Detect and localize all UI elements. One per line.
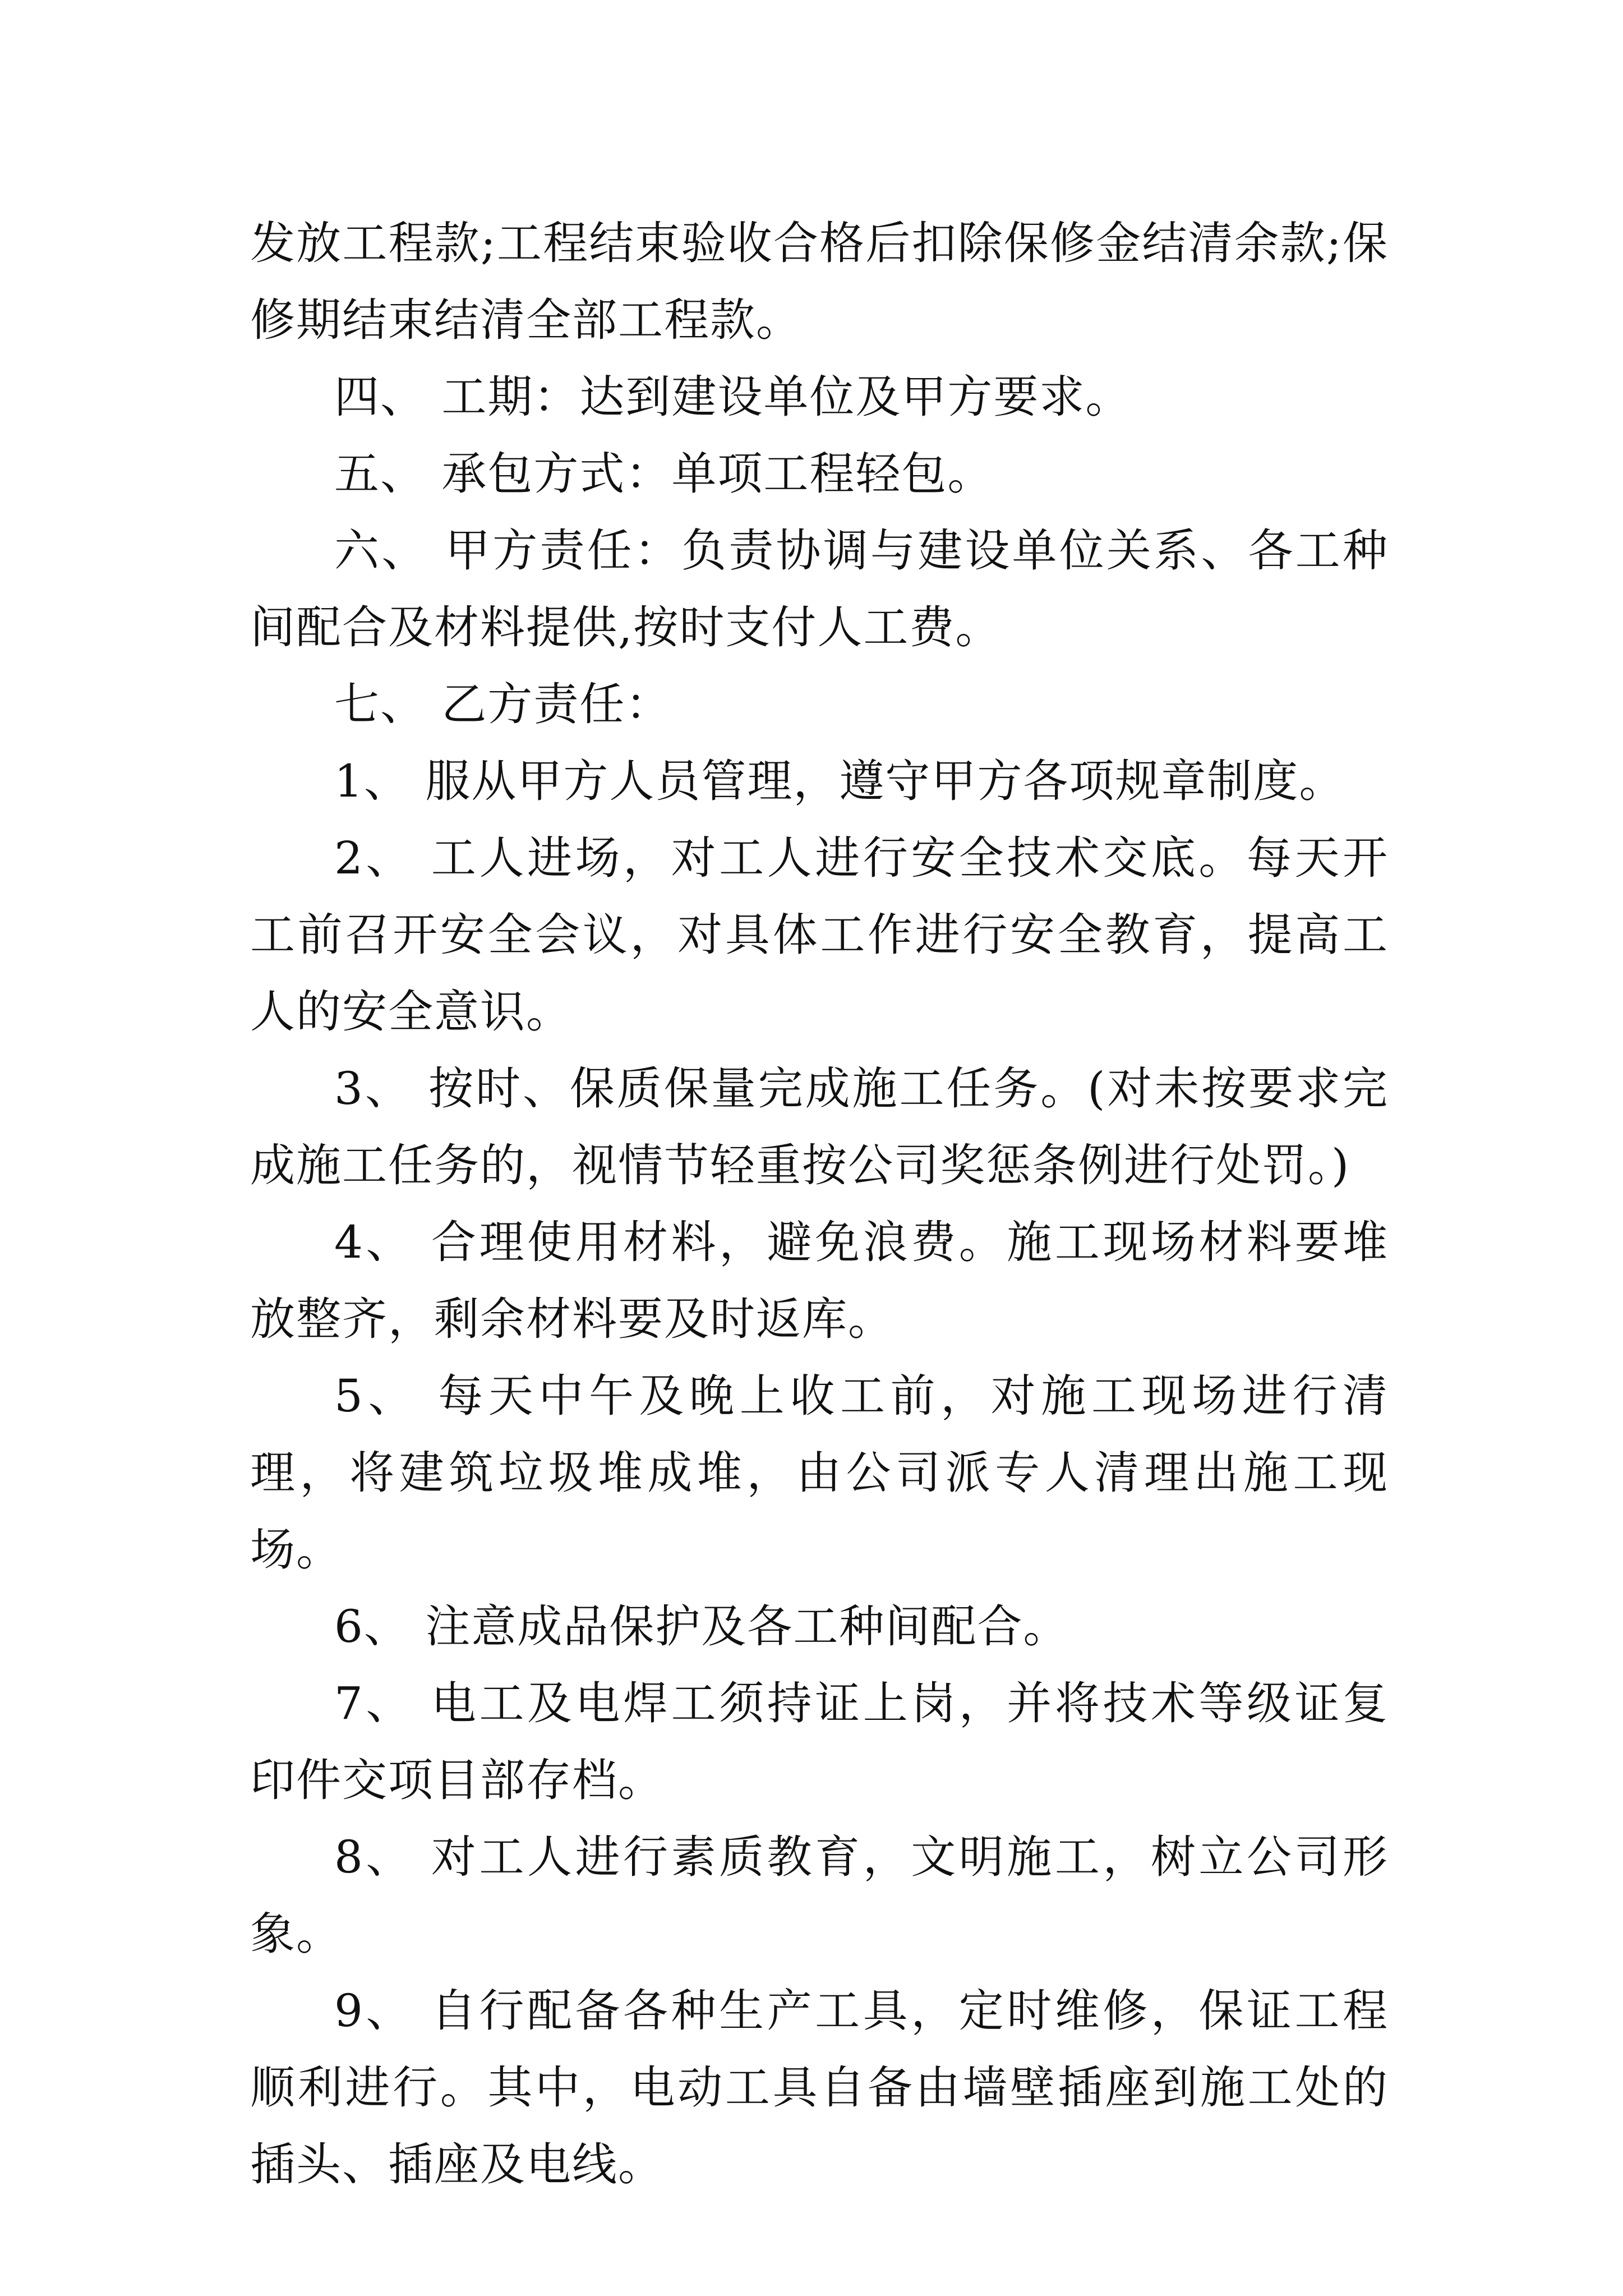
paragraph-payment-terms: 发放工程款;工程结束验收合格后扣除保修金结清余款;保修期结束结清全部工程款。 [250, 217, 1389, 346]
paragraph-section-7-party-b-duties: 七、 乙方责任： [334, 678, 672, 730]
list-item-4: 4、 合理使用材料，避免浪费。施工现场材料要堆放整齐，剩余材料要及时返库。 [250, 1216, 1389, 1345]
list-item-9: 9、 自行配备各种生产工具，定时维修，保证工程顺利进行。其中，电动工具自备由墙壁插座到施工处的插头、插座及电线。 [250, 1985, 1389, 2191]
list-item-5: 5、 每天中午及晚上收工前，对施工现场进行清理，将建筑垃圾堆成堆，由公司派专人清理出施工现场。 [250, 1370, 1389, 1576]
list-item-2: 2、 工人进场，对工人进行安全技术交底。每天开工前召开安全会议，对具体工作进行安全教育，提高工人的安全意识。 [250, 832, 1389, 1038]
paragraph-section-5-contract-method: 五、 承包方式：单项工程轻包。 [334, 448, 994, 500]
list-item-8: 8、 对工人进行素质教育，文明施工，树立公司形象。 [250, 1831, 1389, 1960]
document-body [250, 205, 1389, 2203]
list-item-7: 7、 电工及电焊工须持证上岗，并将技术等级证复印件交项目部存档。 [250, 1677, 1389, 1806]
list-item-1: 1、 服从甲方人员管理，遵守甲方各项规章制度。 [334, 755, 1345, 807]
paragraph-section-6-party-a-duties: 六、 甲方责任：负责协调与建设单位关系、各工种间配合及材料提供,按时支付人工费。 [250, 524, 1389, 654]
paragraph-section-4-schedule: 四、 工期：达到建设单位及甲方要求。 [334, 371, 1132, 423]
list-item-3: 3、 按时、保质保量完成施工任务。(对未按要求完成施工任务的，视情节轻重按公司奖惩条例进行处罚。) [250, 1062, 1389, 1191]
list-item-6: 6、 注意成品保护及各工种间配合。 [334, 1600, 1069, 1653]
